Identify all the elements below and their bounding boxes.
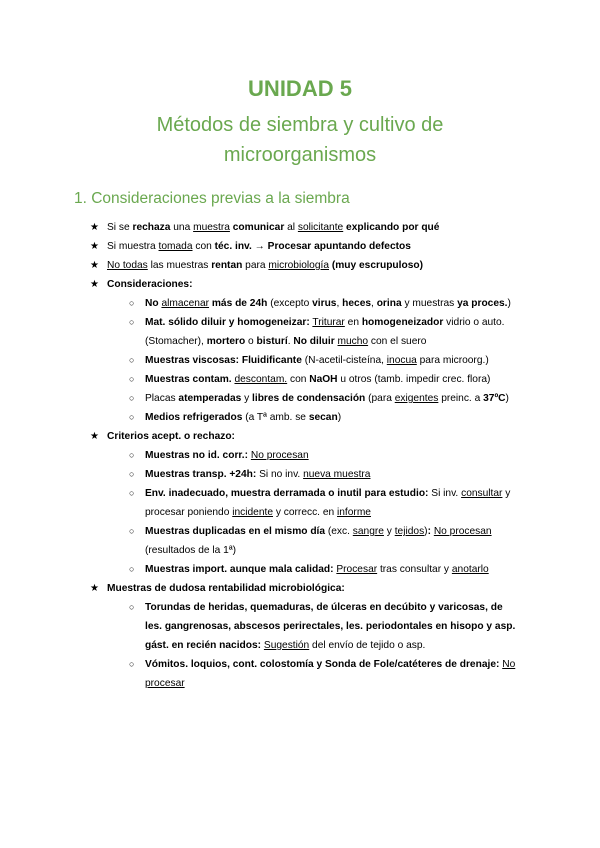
document-body (0, 218, 600, 693)
star-bullet-icon: ★ (90, 260, 99, 271)
star-bullet-icon: ★ (90, 241, 99, 252)
circle-bullet-icon: ○ (129, 450, 135, 460)
sub-list-item: ○ Vómitos. loquios, cont. colostomía y Sonda de Fole/catéteres de drenaje: No procesar (0, 655, 600, 693)
unit-title: UNIDAD 5 (248, 76, 352, 101)
star-bullet-icon: ★ (90, 279, 99, 290)
list-item: ★ Muestras de dudosa rentabilidad microbiológica: ○ Torundas de heridas, quemaduras, de úlceras en decúbito y varicosas, de les. gangrenosas, abscesos perirectales, les. periodontales en hisopo y asp. gást. en recién nacidos: Sugestión del envío de tejido o asp. ○ Vómitos. loquios, cont. colostomía y Sonda de Fole/catéteres de drenaje: No procesar (0, 579, 600, 693)
list-item: ★ Si muestra tomada con téc. inv. → Procesar apuntando defectos (0, 237, 600, 256)
section-heading: 1. Consideraciones previas a la siembra (74, 190, 350, 207)
list-item: ★ Si se rechaza una muestra comunicar al solicitante explicando por qué (0, 218, 600, 237)
list-item: ★ No todas las muestras rentan para microbiología (muy escrupuloso) (0, 256, 600, 275)
sub-list-item: ○ Muestras no id. corr.: No procesan (0, 446, 600, 465)
sub-list-item: ○ Muestras duplicadas en el mismo día (exc. sangre y tejidos): No procesan (resultados de la 1ª) (0, 522, 600, 560)
circle-bullet-icon: ○ (129, 469, 135, 479)
sub-list-item: ○ Placas atemperadas y libres de condensación (para exigentes preinc. a 37ºC) (0, 389, 600, 408)
circle-bullet-icon: ○ (129, 393, 135, 403)
circle-bullet-icon: ○ (129, 659, 135, 669)
star-bullet-icon: ★ (90, 431, 99, 442)
sub-list-item: ○ Muestras transp. +24h: Si no inv. nueva muestra (0, 465, 600, 484)
sub-list-item: ○ Muestras import. aunque mala calidad: Procesar tras consultar y anotarlo (0, 560, 600, 579)
sub-list-item: ○ Muestras contam. descontam. con NaOH u otros (tamb. impedir crec. flora) (0, 370, 600, 389)
star-bullet-icon: ★ (90, 583, 99, 594)
circle-bullet-icon: ○ (129, 564, 135, 574)
sub-list-item: ○ Medios refrigerados (a Tª amb. se secan) (0, 408, 600, 427)
circle-bullet-icon: ○ (129, 374, 135, 384)
circle-bullet-icon: ○ (129, 602, 135, 612)
sub-list-item: ○ Torundas de heridas, quemaduras, de úlceras en decúbito y varicosas, de les. gangrenosas, abscesos perirectales, les. periodontales en hisopo y asp. gást. en recién nacidos: Sugestión del envío de tejido o asp. (0, 598, 600, 655)
list-item: ★ Consideraciones: ○ No almacenar más de 24h (excepto virus, heces, orina y muestras ya proces.) ○ Mat. sólido diluir y homogeneizar: Triturar en homogeneizador vidrio o auto. (Stomacher), mortero o bisturí. No diluir mucho con el suero ○ Muestras viscosas: Fluidificante (N-acetil-cisteína, inocua para microorg.) ○ Muestras contam. descontam. con NaOH u otros (tamb. impedir crec. flora) ○ Placas atemperadas y libres de condensación (para exigentes preinc. a 37ºC) ○ Medios refrigerados (a Tª amb. se secan) (0, 275, 600, 427)
star-bullet-icon: ★ (90, 222, 99, 233)
unit-subtitle: Métodos de siembra y cultivo de microorganismos (156, 114, 444, 166)
sub-list (107, 598, 600, 693)
circle-bullet-icon: ○ (129, 317, 135, 327)
sub-list-item: ○ No almacenar más de 24h (excepto virus, heces, orina y muestras ya proces.) (0, 294, 600, 313)
sub-list (107, 446, 600, 579)
circle-bullet-icon: ○ (129, 412, 135, 422)
circle-bullet-icon: ○ (129, 355, 135, 365)
circle-bullet-icon: ○ (129, 526, 135, 536)
circle-bullet-icon: ○ (129, 488, 135, 498)
list-item: ★ Criterios acept. o rechazo: ○ Muestras no id. corr.: No procesan ○ Muestras transp. +24h: Si no inv. nueva muestra ○ Env. inadecuado, muestra derramada o inutil para estudio: Si inv. consultar y procesar poniendo incidente y correcc. en informe ○ Muestras duplicadas en el mismo día (exc. sangre y tejidos): No procesan (resultados de la 1ª) ○ Muestras import. aunque mala calidad: Procesar tras consultar y anotarlo (0, 427, 600, 579)
sub-list-item: ○ Muestras viscosas: Fluidificante (N-acetil-cisteína, inocua para microorg.) (0, 351, 600, 370)
sub-list-item: ○ Env. inadecuado, muestra derramada o inutil para estudio: Si inv. consultar y procesar poniendo incidente y correcc. en informe (0, 484, 600, 522)
main-bullet-list (0, 218, 600, 693)
circle-bullet-icon: ○ (129, 298, 135, 308)
sub-list (107, 294, 600, 427)
sub-list-item: ○ Mat. sólido diluir y homogeneizar: Triturar en homogeneizador vidrio o auto. (Stomacher), mortero o bisturí. No diluir mucho con el suero (0, 313, 600, 351)
